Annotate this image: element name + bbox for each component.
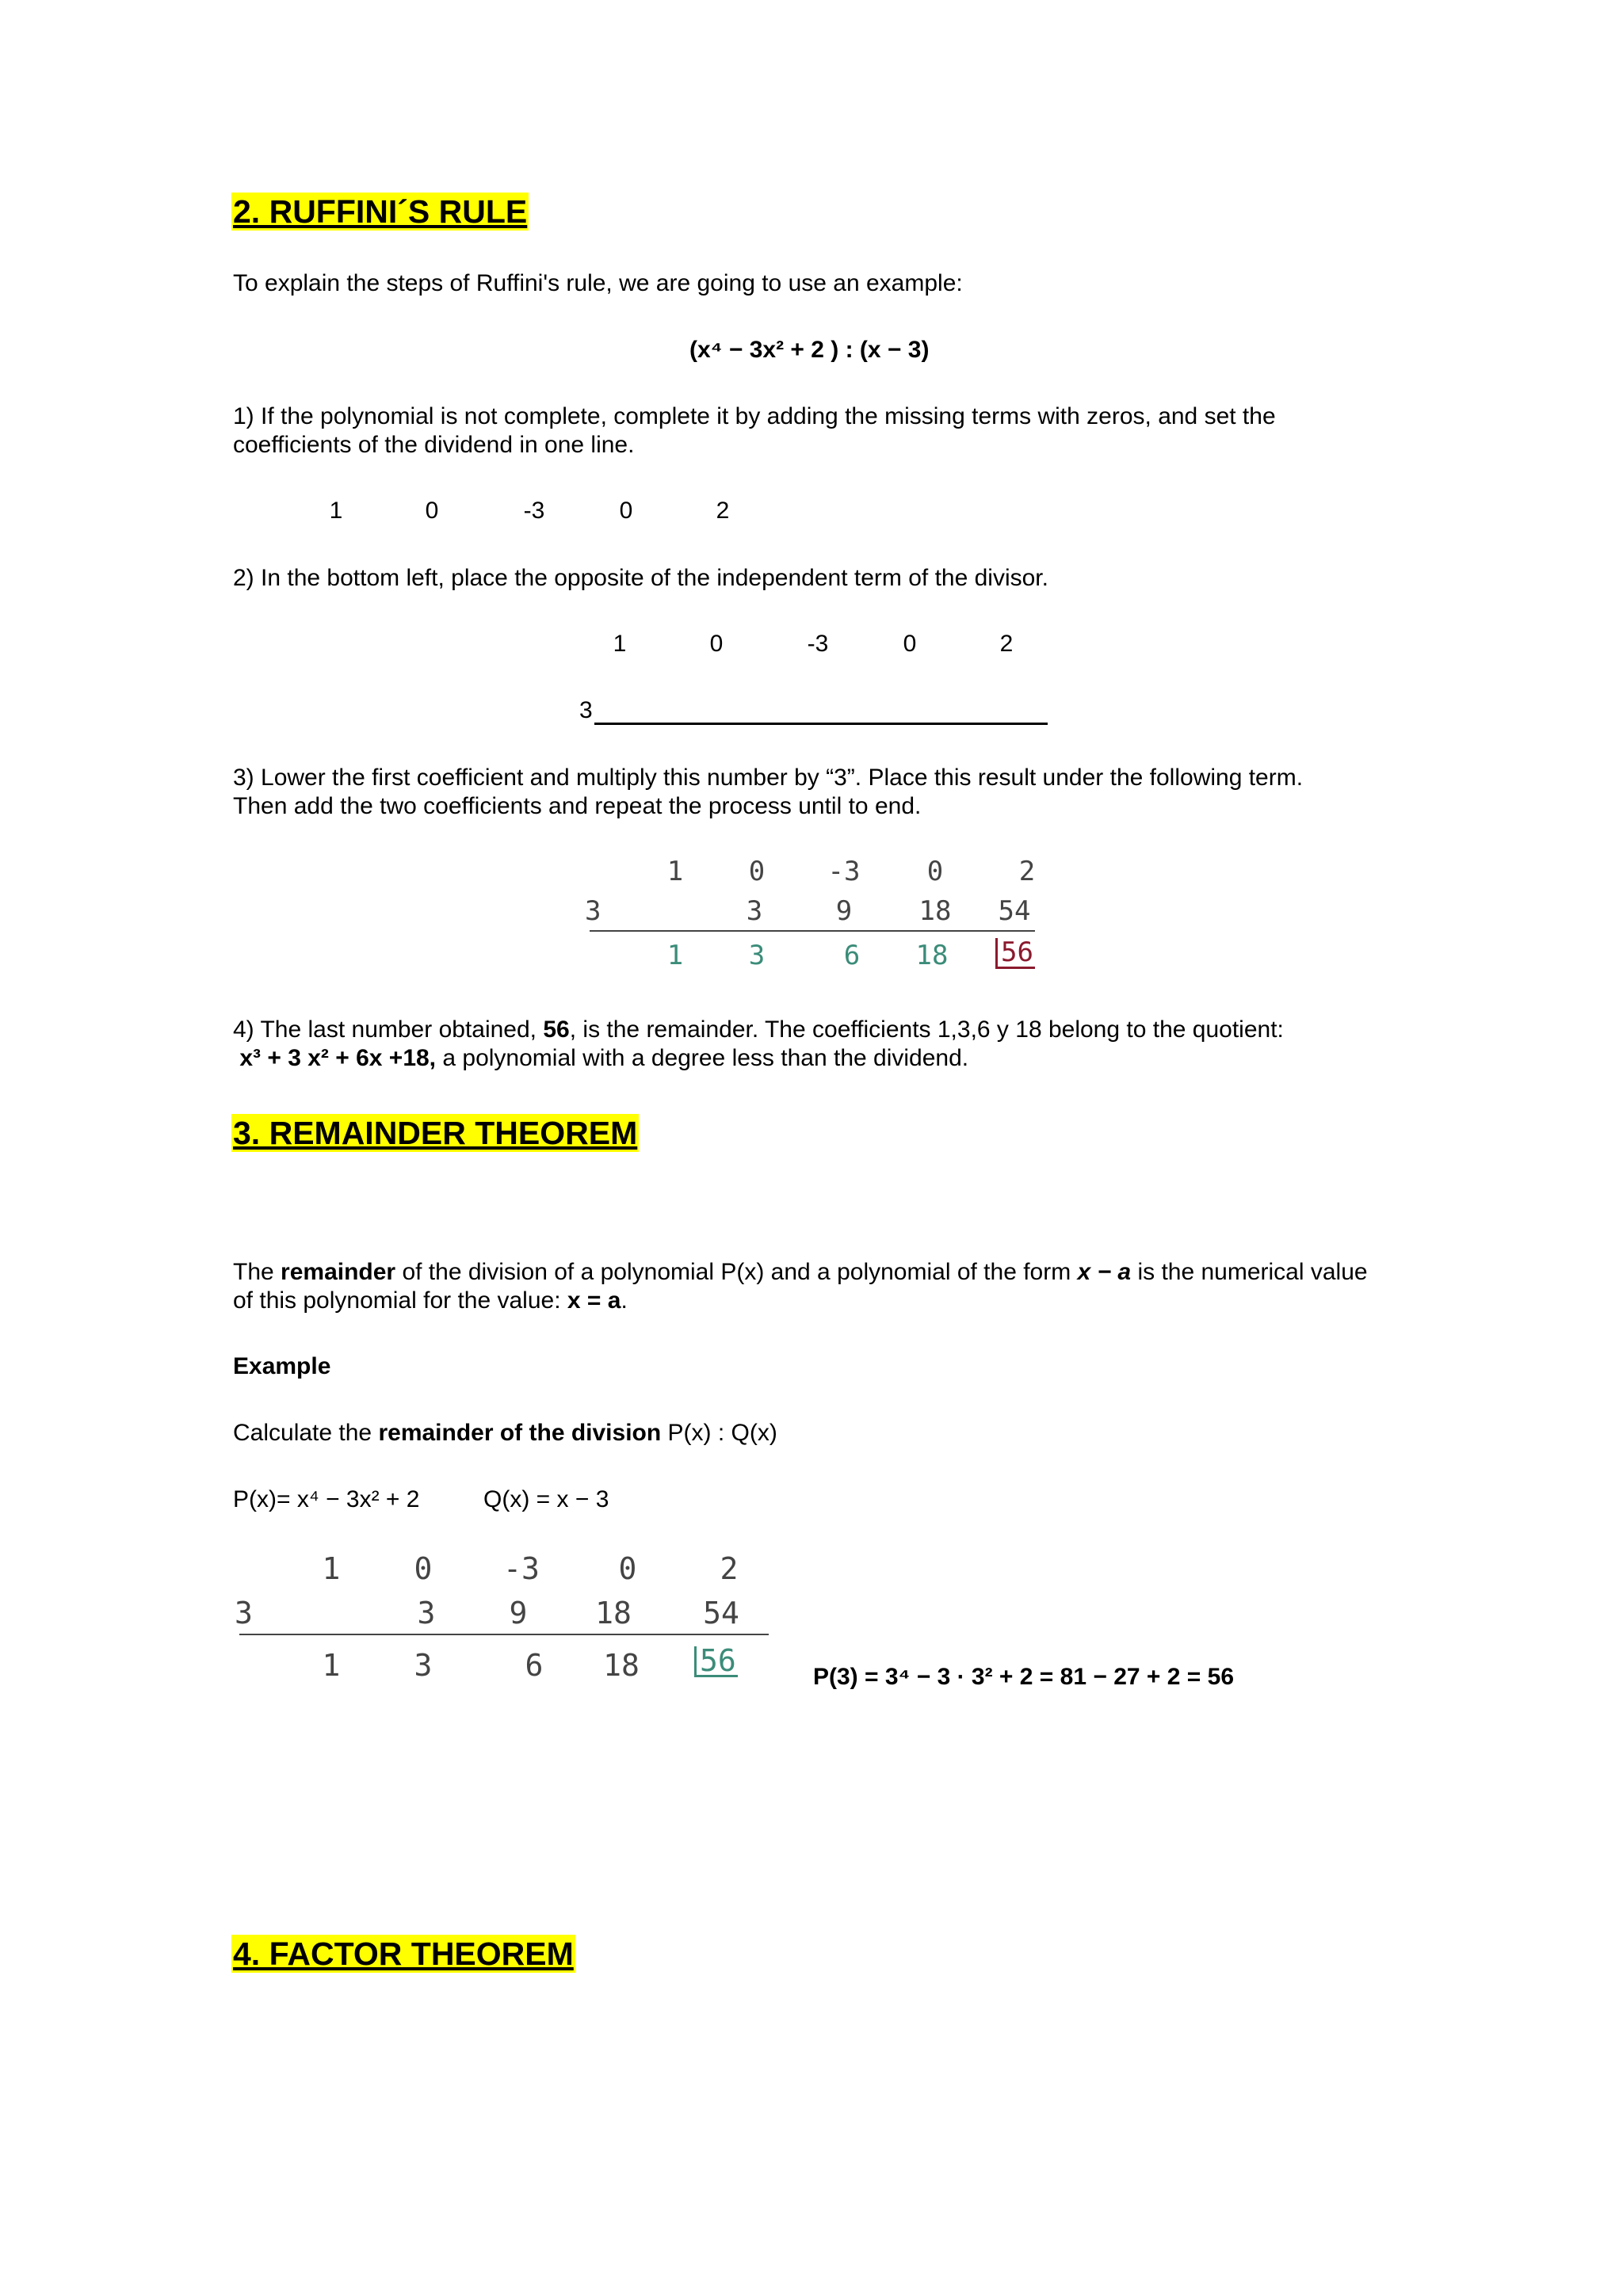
divisor-value: 3 (579, 697, 593, 723)
table-cell: 2 (720, 1551, 739, 1586)
step4-part: a polynomial with a degree less than the dividend. (436, 1045, 969, 1071)
step4-text (233, 1016, 1374, 1073)
table-cell: 3 (746, 895, 763, 927)
table-cell: 1 (666, 940, 684, 971)
section-heading-remainder-theorem: 3. REMAINDER THEOREM (233, 1115, 638, 1151)
section-heading-factor-theorem: 4. FACTOR THEOREM (233, 1936, 574, 1972)
step4-part: 4) The last number obtained, (233, 1016, 544, 1043)
table-cell: 18 (603, 1648, 640, 1683)
definition-part: The (233, 1259, 281, 1285)
table-cell: 3 (748, 940, 766, 971)
step4-remainder: 56 (543, 1016, 570, 1043)
remainder-value: 56 (694, 1646, 738, 1677)
table-cell: 1 (322, 1551, 341, 1586)
polynomial-p: P(x)= x⁴ − 3x² + 2 (233, 1486, 420, 1512)
table-cell: 1 (322, 1648, 341, 1683)
step2-text: 2) In the bottom left, place the opposite of the independent term of the divisor. (233, 565, 1048, 591)
coefficient: 1 (329, 498, 343, 524)
table-line (590, 930, 1035, 932)
example-label: Example (233, 1353, 331, 1379)
step4-quotient: x³ + 3 x² + 6x +18, (239, 1045, 437, 1071)
table-cell: 1 (666, 856, 684, 887)
coefficient: 2 (716, 498, 730, 524)
table-remainder (694, 1643, 738, 1678)
polynomial-q: Q(x) = x − 3 (483, 1486, 609, 1512)
table-cell: 6 (843, 940, 861, 971)
table-cell: 0 (748, 856, 766, 887)
coefficient: 0 (425, 498, 439, 524)
coefficient: -3 (523, 498, 545, 524)
intro-text: To explain the steps of Ruffini's rule, we are going to use an example: (233, 270, 963, 296)
calculate-part: P(x) : Q(x) (661, 1420, 777, 1446)
definition-bold: remainder (281, 1259, 396, 1285)
table-cell: 6 (525, 1648, 544, 1683)
step3-text: 3) Lower the first coefficient and multiply this number by “3”. Place this result under the following term. Then add the two coefficients and repeat the process until to end. (233, 765, 1304, 819)
table-cell: 9 (509, 1596, 528, 1630)
coefficient: -3 (807, 631, 829, 657)
evaluation-formula: P(3) = 3⁴ − 3 · 3² + 2 = 81 − 27 + 2 = 56 (813, 1664, 1235, 1690)
example-formula: (x⁴ − 3x² + 2 ) : (x − 3) (689, 337, 930, 363)
table-remainder (995, 936, 1035, 969)
step4-part: , is the remainder. The coefficients 1,3,6 y 18 belong to the quotient: (569, 1016, 1284, 1043)
table-cell: 3 (417, 1596, 436, 1630)
table-cell: 54 (998, 895, 1031, 927)
calculate-text (233, 1420, 777, 1447)
coefficient: 0 (619, 498, 633, 524)
table-divisor: 3 (585, 895, 601, 927)
coefficient: 0 (903, 631, 917, 657)
definition-part: . (621, 1287, 628, 1314)
coefficient: 0 (709, 631, 724, 657)
table-line (239, 1634, 769, 1635)
definition-part: is the numerical value of this polynomial for the value: (233, 1259, 1368, 1314)
table-cell: 3 (414, 1648, 433, 1683)
table-cell: 0 (618, 1551, 637, 1586)
table-cell: 0 (926, 856, 944, 887)
table-cell: 18 (915, 940, 949, 971)
table-cell: 18 (595, 1596, 632, 1630)
remainder-definition (233, 1258, 1374, 1315)
calculate-part: Calculate the (233, 1420, 379, 1446)
table-cell: 18 (918, 895, 952, 927)
calculate-bold: remainder of the division (378, 1420, 662, 1446)
section-heading-ruffini: 2. RUFFINI´S RULE (233, 193, 528, 230)
table-cell: 54 (703, 1596, 739, 1630)
division-line (594, 723, 1048, 725)
remainder-value: 56 (995, 938, 1035, 969)
table-cell: 2 (1018, 856, 1036, 887)
coefficient: 1 (613, 631, 627, 657)
step1-text: 1) If the polynomial is not complete, complete it by adding the missing terms with zeros, and set the coefficients of the dividend in one line. (233, 403, 1276, 458)
coefficient: 2 (999, 631, 1014, 657)
table-cell: 0 (414, 1551, 433, 1586)
definition-divisor: x − a (1077, 1259, 1132, 1285)
table-divisor: 3 (235, 1596, 253, 1630)
definition-value: x = a (567, 1287, 621, 1314)
table-cell: -3 (827, 856, 861, 887)
table-cell: 9 (835, 895, 853, 927)
table-cell: -3 (503, 1551, 540, 1586)
definition-part: of the division of a polynomial P(x) and a polynomial of the form (395, 1259, 1078, 1285)
